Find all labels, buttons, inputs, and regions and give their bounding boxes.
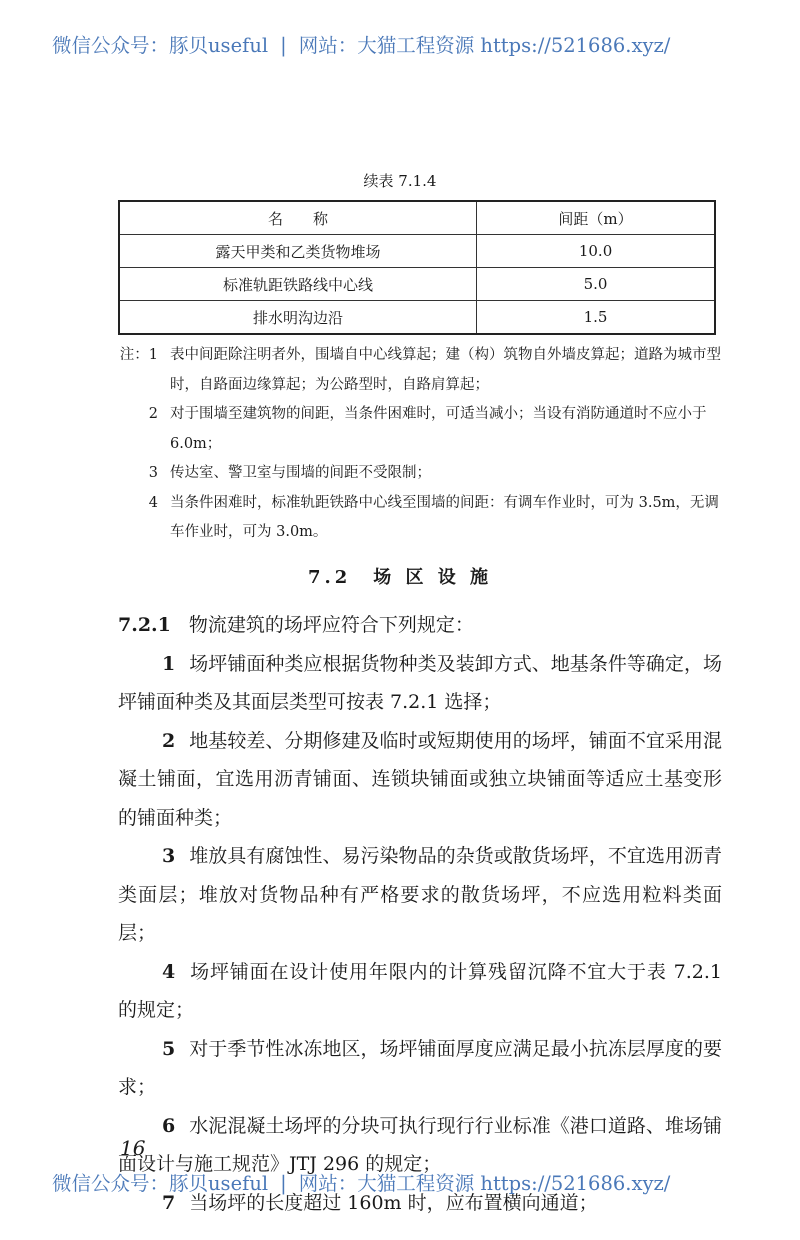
watermark-top — [52, 30, 670, 58]
table-row — [119, 268, 715, 301]
note-item — [118, 459, 723, 489]
item-number: 3 — [162, 845, 176, 867]
note-item — [118, 489, 723, 548]
note-item — [118, 341, 723, 400]
clause-item — [118, 722, 722, 838]
watermark-site: 网站：大猫工程资源 https://521686.xyz/ — [298, 34, 671, 57]
item-text: 堆放具有腐蚀性、易污染物品的杂货或散货场坪，不宜选用沥青类面层；堆放对货物品种有严格要求的散货场坪，不应选用粒料类面层； — [118, 845, 722, 944]
item-text: 水泥混凝土场坪的分块可执行现行行业标准《港口道路、堆场铺面设计与施工规范》JTJ 296 的规定； — [118, 1114, 722, 1175]
watermark-separator: | — [280, 1172, 287, 1195]
cell-name: 露天甲类和乙类货物堆场 — [119, 235, 477, 268]
watermark-wechat: 微信公众号：豚贝useful — [52, 34, 269, 57]
clause-item — [118, 837, 722, 953]
header-name: 名 称 — [119, 201, 477, 235]
item-number: 7 — [162, 1191, 176, 1214]
note-text: 表中间距除注明者外，围墙自中心线算起；建（构）筑物自外墙皮算起；道路为城市型时，自路面边缘算起；为公路型时，自路肩算起； — [170, 347, 721, 393]
note-number: 注：1 — [119, 347, 158, 363]
item-text: 场坪铺面种类应根据货物种类及装卸方式、地基条件等确定，场坪铺面种类及其面层类型可按表 7.2.1 选择； — [118, 652, 722, 713]
clause-item — [118, 645, 722, 722]
table-header-row — [119, 201, 715, 235]
watermark-separator: | — [280, 34, 287, 57]
table-caption: 续表 7.1.4 — [363, 172, 437, 190]
cell-name: 排水明沟边沿 — [119, 301, 477, 335]
item-text: 场坪铺面在设计使用年限内的计算残留沉降不宜大于表 7.2.1 的规定； — [118, 960, 722, 1021]
note-number: 3 — [148, 465, 158, 481]
cell-value: 10.0 — [477, 235, 715, 268]
page-number: 16 — [120, 1136, 146, 1160]
note-text: 对于围墙至建筑物的间距，当条件困难时，可适当减小；当设有消防通道时不应小于 6.0m； — [170, 406, 707, 452]
note-number: 2 — [148, 406, 158, 422]
clause-text: 物流建筑的场坪应符合下列规定： — [188, 614, 474, 636]
header-spacing: 间距（m） — [477, 201, 715, 235]
watermark-bottom — [52, 1168, 670, 1196]
item-number: 4 — [162, 960, 176, 983]
cell-value: 1.5 — [477, 301, 715, 335]
table-notes — [118, 341, 723, 548]
clause-item — [118, 1030, 722, 1107]
note-item — [118, 400, 723, 459]
cell-value: 5.0 — [477, 268, 715, 301]
clause — [118, 606, 722, 645]
watermark-wechat: 微信公众号：豚贝useful — [52, 1172, 269, 1195]
item-number: 6 — [162, 1114, 176, 1137]
item-number: 5 — [162, 1037, 176, 1060]
cell-name: 标准轨距铁路线中心线 — [119, 268, 477, 301]
section-body — [118, 606, 722, 1222]
table-row — [119, 301, 715, 335]
note-text: 当条件困难时，标准轨距铁路中心线至围墙的间距：有调车作业时，可为 3.5m，无调车作业时，可为 3.0m。 — [170, 494, 719, 540]
note-number: 4 — [148, 494, 158, 511]
note-text: 传达室、警卫室与围墙的间距不受限制； — [170, 465, 431, 481]
item-text: 对于季节性冰冻地区，场坪铺面厚度应满足最小抗冻层厚度的要求； — [118, 1037, 722, 1098]
item-number: 1 — [162, 652, 176, 675]
clause-item — [118, 953, 722, 1030]
item-text: 当场坪的长度超过 160m 时，应布置横向通道； — [189, 1191, 598, 1214]
clause-number: 7.2.1 — [118, 614, 171, 636]
table-row — [119, 235, 715, 268]
section-title: 7.2 场 区 设 施 — [307, 567, 493, 588]
item-text: 地基较差、分期修建及临时或短期使用的场坪，铺面不宜采用混凝土铺面，宜选用沥青铺面、连锁块铺面或独立块铺面等适应土基变形的铺面种类； — [118, 729, 722, 829]
watermark-site: 网站：大猫工程资源 https://521686.xyz/ — [298, 1172, 671, 1195]
item-number: 2 — [162, 729, 176, 752]
spacing-table — [118, 200, 716, 335]
